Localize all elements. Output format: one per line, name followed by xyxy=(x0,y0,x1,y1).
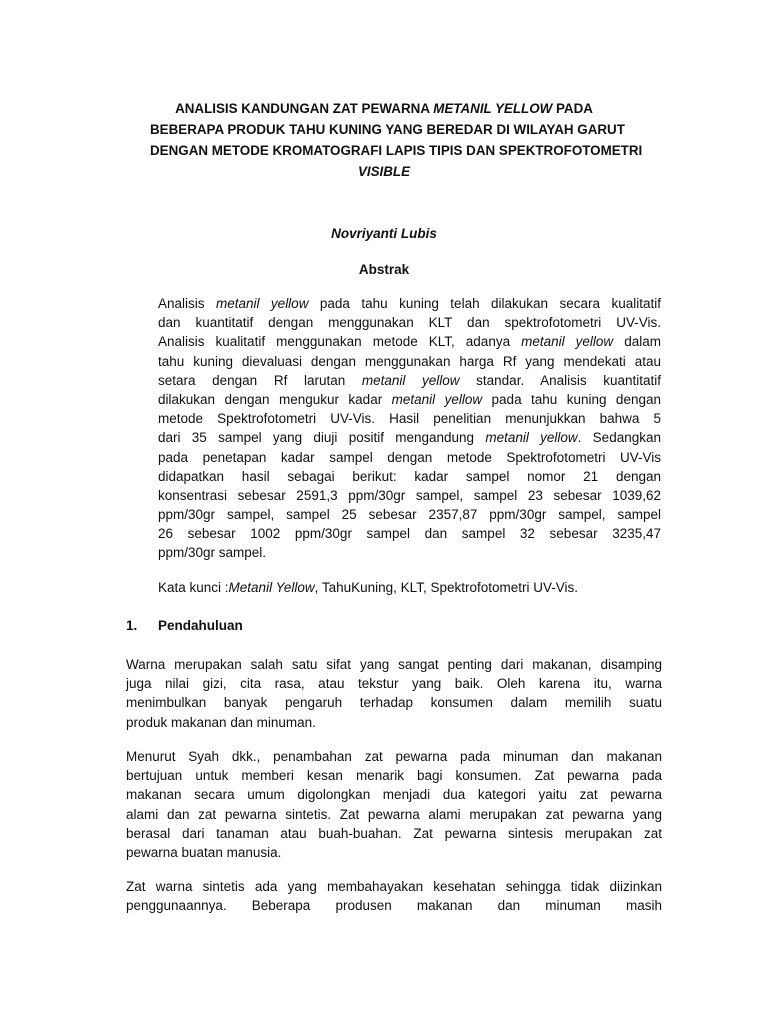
keywords-label: Kata kunci : xyxy=(158,580,229,595)
text-run: dalam xyxy=(613,334,661,350)
paragraph-line: berasal dari tanaman atau buah-buahan. Zat pewarna sintesis merupakan zat xyxy=(126,825,662,841)
abstract-line: ppm/30gr sampel. xyxy=(158,545,267,561)
abstract-body xyxy=(158,294,661,563)
abstract-line xyxy=(158,371,661,390)
paper-title xyxy=(150,98,643,182)
paragraph-line: penggunaannya. Beberapa produsen makanan dan minuman masih xyxy=(126,898,662,914)
paragraph-line: Menurut Syah dkk., penambahan zat pewarna pada minuman dan makanan xyxy=(126,749,662,764)
abstract-line: metode Spektrofotometri UV-Vis. Hasil penelitian menunjukkan bahwa 5 xyxy=(158,411,661,427)
text-run: dilakukan dengan mengukur kadar xyxy=(158,391,392,407)
abstract-line: konsentrasi sebesar 2591,3 ppm/30gr sampel, sampel 23 sebesar 1039,62 xyxy=(158,487,661,503)
text-run: . Sedangkan xyxy=(577,430,661,446)
text-run: Analisis xyxy=(158,296,216,311)
title-italic-text: METANIL YELLOW xyxy=(433,101,553,116)
keyword-italic: Metanil Yellow xyxy=(228,580,315,595)
paragraph-line: bertujuan untuk memberi kesan menarik bagi konsumen. Zat pewarna pada xyxy=(126,768,662,784)
italic-term: metanil yellow xyxy=(521,334,614,350)
paragraph-line: juga nilai gizi, cita rasa, atau tekstur yang baik. Oleh karena itu, warna xyxy=(126,676,662,692)
title-text: PADA xyxy=(552,101,593,116)
italic-term: metanil yellow xyxy=(361,372,460,388)
title-italic-text: VISIBLE xyxy=(357,164,411,179)
abstract-line: tahu kuning dievaluasi dengan menggunakan harga Rf yang mendekati atau xyxy=(158,353,661,369)
abstract-line xyxy=(158,428,661,447)
paragraph-line: Zat warna sintetis ada yang membahayakan kesehatan sehingga tidak diizinkan xyxy=(126,879,662,894)
abstract-line xyxy=(158,294,661,313)
title-line: BEBERAPA PRODUK TAHU KUNING YANG BEREDAR DI WILAYAH GARUT xyxy=(150,122,625,137)
paragraph xyxy=(126,747,662,862)
paragraph xyxy=(126,877,662,915)
text-run: pada tahu kuning dengan xyxy=(482,391,661,407)
text-run: standar. Analisis kuantitatif xyxy=(459,372,661,388)
title-line xyxy=(150,98,618,119)
abstract-line: 26 sebesar 1002 ppm/30gr sampel dan sampel 32 sebesar 3235,47 xyxy=(158,526,661,542)
title-text: ANALISIS KANDUNGAN ZAT PEWARNA xyxy=(175,101,434,116)
author-name: Novriyanti Lubis xyxy=(331,226,437,241)
abstract-line xyxy=(158,390,661,409)
paragraph-line: makanan secara umum digolongkan menjadi dua kategori yaitu zat pewarna xyxy=(126,787,662,803)
keywords-rest: , TahuKuning, KLT, Spektrofotometri UV-Vis. xyxy=(314,580,578,595)
paragraph-line: pewarna buatan manusia. xyxy=(126,844,282,860)
paragraph-line: alami dan zat pewarna sintetis. Zat pewarna alami merupakan zat pewarna yang xyxy=(126,806,662,822)
section-number: 1. xyxy=(126,618,138,633)
text-run: setara dengan Rf larutan xyxy=(158,372,362,388)
text-run: Analisis kualitatif menggunakan metode KLT, adanya xyxy=(158,334,522,350)
section-heading xyxy=(126,618,243,633)
italic-term: metanil yellow xyxy=(391,391,483,407)
abstract-line xyxy=(158,332,661,351)
paragraph-line: menimbulkan banyak pengaruh terhadap konsumen dalam memilih suatu xyxy=(126,695,662,711)
section-title: Pendahuluan xyxy=(158,618,243,633)
italic-term: metanil yellow xyxy=(215,296,309,311)
abstract-heading: Abstrak xyxy=(358,262,410,277)
keywords xyxy=(158,580,678,595)
abstract-line: didapatkan hasil sebagai berikut: kadar sampel nomor 21 dengan xyxy=(158,468,661,484)
paragraph-line: Warna merupakan salah satu sifat yang sangat penting dari makanan, disamping xyxy=(126,657,662,672)
italic-term: metanil yellow xyxy=(485,430,578,446)
text-run: pada tahu kuning telah dilakukan secara kualitatif xyxy=(308,296,661,311)
title-line: DENGAN METODE KROMATOGRAFI LAPIS TIPIS DAN SPEKTROFOTOMETRI xyxy=(150,143,643,158)
title-line xyxy=(150,161,618,182)
abstract-line: dan kuantitatif dengan menggunakan KLT dan spektrofotometri UV-Vis. xyxy=(158,315,661,331)
abstract-line: ppm/30gr sampel, sampel 25 sebesar 2357,87 ppm/30gr sampel, sampel xyxy=(158,507,661,523)
abstract-line: pada penetapan kadar sampel dengan metode Spektrofotometri UV-Vis xyxy=(158,449,661,465)
paragraph-line: produk makanan dan minuman. xyxy=(126,714,316,730)
text-run: dari 35 sampel yang diuji positif mengandung xyxy=(158,430,486,446)
paragraph xyxy=(126,655,662,732)
